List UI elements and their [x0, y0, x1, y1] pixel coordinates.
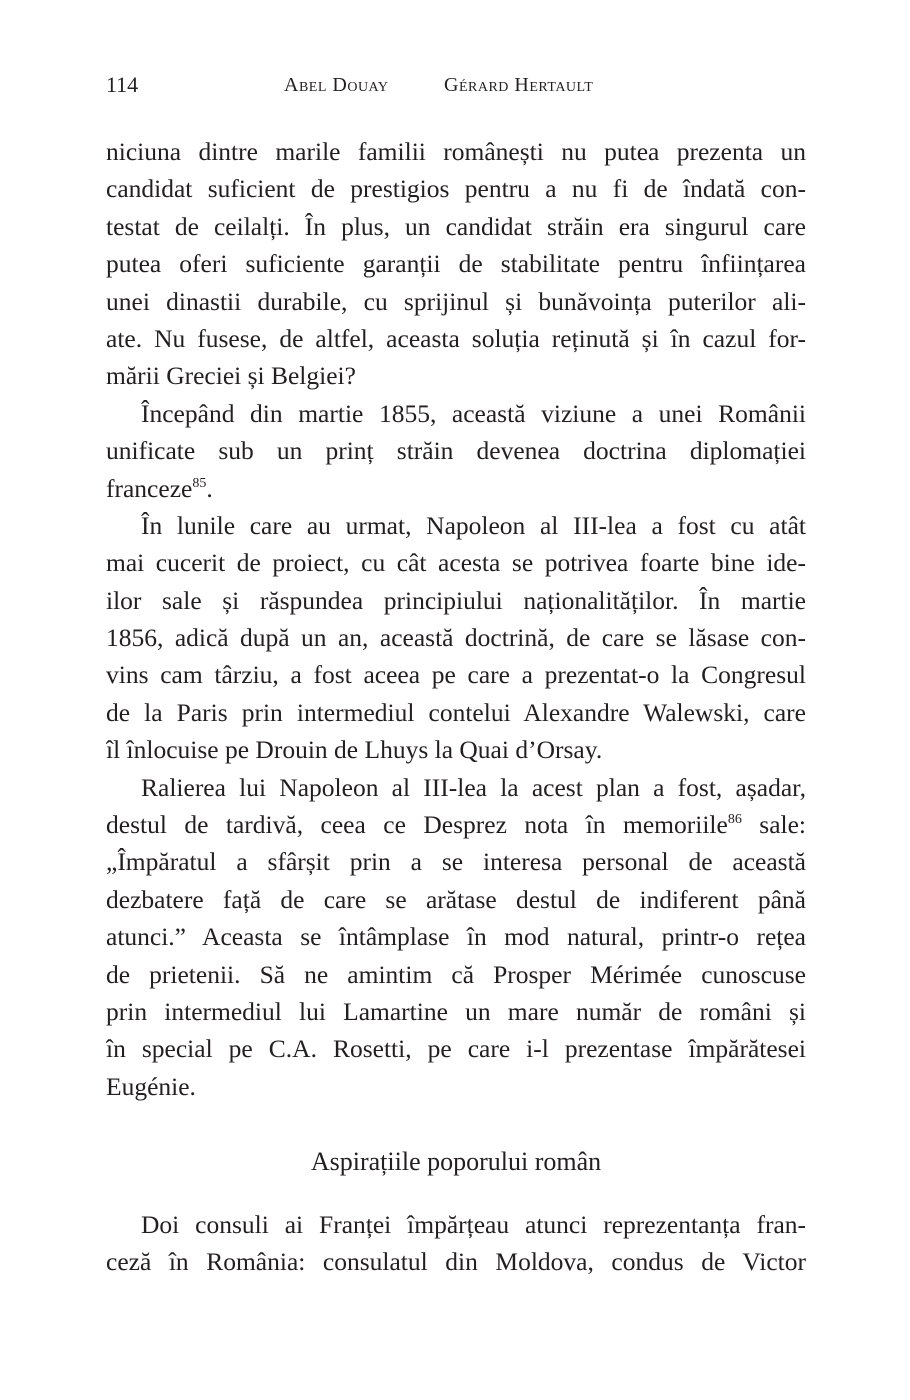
text-line: Începând din martie 1855, această viziune a unei Românii	[141, 398, 806, 428]
text-line: prin intermediul lui Lamartine un mare număr de români și	[106, 996, 806, 1026]
text-line: 1856, adică după un an, această doctrină, de care se lăsase con-	[106, 623, 806, 653]
text-line: unei dinastii durabile, cu sprijinul și bunăvoința puterilor ali-	[106, 286, 806, 316]
text-line: de prietenii. Să ne amintim că Prosper Mérimée cunoscuse	[106, 959, 806, 989]
text-line: testat de ceilalți. În plus, un candidat străin era singurul care	[106, 211, 806, 241]
page-number: 114	[106, 72, 139, 97]
text-line: îl înlocuise pe Drouin de Lhuys la Quai d’Orsay.	[106, 735, 603, 765]
text-line: candidat suficient de prestigios pentru a nu fi de îndată con-	[106, 174, 806, 204]
text-line: Doi consuli ai Franței împărțeau atunci reprezentanța fran-	[141, 1210, 806, 1239]
footnote-ref-85[interactable]: 85	[192, 475, 207, 491]
text-line: În lunile care au urmat, Napoleon al III-lea a fost cu atât	[141, 510, 806, 540]
text-fragment: franceze	[106, 473, 193, 503]
author-name: Abel Douay	[284, 74, 389, 96]
text-line: ceză în România: consulatul din Moldova, condus de Victor	[106, 1247, 806, 1277]
text-line: mai cucerit de proiect, cu cât acesta se potrivea foarte bine ide-	[106, 548, 806, 578]
text-line: de la Paris prin intermediul contelui Alexandre Walewski, care	[106, 697, 806, 727]
text-line	[106, 806, 806, 843]
footnote-ref-86[interactable]: 86	[727, 812, 742, 828]
text-line: „Împăratul a sfârșit prin a se interesa personal de această	[106, 847, 806, 877]
text-line: Ralierea lui Napoleon al III-lea la acest plan a fost, așadar,	[141, 772, 806, 802]
text-line: niciuna dintre marile familii românești nu putea prezenta un	[106, 137, 806, 166]
section-heading: Aspirațiile poporului român	[310, 1147, 602, 1176]
text-line: ate. Nu fusese, de altfel, aceasta soluția reținută și în cazul for-	[106, 323, 806, 353]
text-line: putea oferi suficiente garanții de stabilitate pentru înființarea	[106, 249, 806, 279]
text-line: dezbatere față de care se arătase destul de indiferent până	[106, 884, 806, 914]
text-line: unificate sub un prinț străin devenea doctrina diplomației	[106, 436, 806, 466]
text-line: vins cam târziu, a fost aceea pe care a prezentat-o la Congresul	[106, 660, 806, 690]
text-fragment: sale:	[741, 810, 806, 840]
author-name: Gérard Hertault	[444, 74, 594, 96]
text-fragment: destul de tardivă, ceea ce Desprez nota în memoriile	[106, 810, 728, 840]
text-line: în special pe C.A. Rosetti, pe care i-l prezentase împărătesei	[106, 1034, 806, 1064]
section-body-text	[106, 1206, 806, 1281]
text-fragment: .	[206, 473, 213, 503]
running-header	[106, 72, 806, 106]
body-text	[106, 133, 806, 1105]
text-line: atunci.” Aceasta se întâmplase în mod natural, printr-o rețea	[106, 922, 806, 952]
text-line: Eugénie.	[106, 1071, 196, 1101]
text-line	[106, 470, 806, 507]
text-line: mării Greciei și Belgiei?	[106, 361, 356, 391]
text-line: ilor sale și răspundea principiului naționalităților. În martie	[106, 585, 806, 615]
